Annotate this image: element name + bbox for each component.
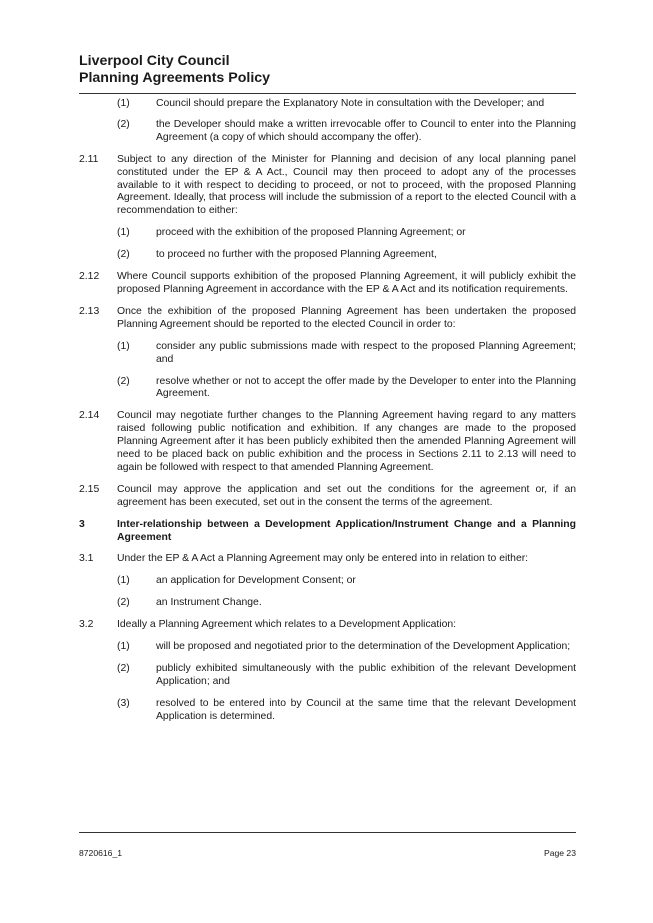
section-number: 3.2 bbox=[79, 619, 94, 631]
list-item-number: (3) bbox=[117, 697, 130, 709]
section-3-heading bbox=[79, 519, 576, 545]
section-3-1 bbox=[79, 553, 576, 566]
list-item-text: an Instrument Change. bbox=[156, 597, 262, 609]
list-item bbox=[117, 249, 576, 262]
list-item bbox=[117, 376, 576, 402]
list-item bbox=[117, 575, 576, 588]
section-number: 2.13 bbox=[79, 305, 100, 317]
section-2-15 bbox=[79, 484, 576, 510]
list-item bbox=[117, 341, 576, 367]
section-text: Subject to any direction of the Minister for Planning and decision of any local planning panel constituted under the EP & A Act., Council may then proceed to adopt any of the processes available to it with respect to deciding to proceed, or not to proceed, with the proposed Planning Agreement. Ideally, that process will include the submission of a report to the elected Council with a recommendation to either: bbox=[117, 153, 576, 217]
list-item-text: Council should prepare the Explanatory Note in consultation with the Developer; and bbox=[156, 98, 545, 109]
section-2-11 bbox=[79, 154, 576, 219]
document-body bbox=[79, 98, 576, 724]
list-item-number: (2) bbox=[117, 118, 130, 130]
section-heading-text: Inter-relationship between a Development Application/Instrument Change and a Planning Agreement bbox=[117, 518, 576, 543]
list-item bbox=[117, 698, 576, 724]
section-2-13 bbox=[79, 306, 576, 332]
header-rule bbox=[79, 93, 576, 94]
list-item-number: (1) bbox=[117, 575, 130, 587]
section-number: 2.11 bbox=[79, 153, 99, 165]
section-text: Once the exhibition of the proposed Planning Agreement has been undertaken the proposed Planning Agreement should be reported to the elected Council in order to: bbox=[117, 305, 576, 330]
footer-page-number: Page 23 bbox=[543, 848, 576, 858]
list-item bbox=[117, 597, 576, 610]
list-item-text: resolved to be entered into by Council at the same time that the relevant Development Application is determined. bbox=[156, 697, 576, 722]
section-2-12 bbox=[79, 271, 576, 297]
list-item-text: proceed with the exhibition of the proposed Planning Agreement; or bbox=[156, 227, 466, 239]
footer-rule bbox=[79, 832, 576, 833]
list-item-text: to proceed no further with the proposed Planning Agreement, bbox=[156, 249, 437, 261]
list-item-number: (2) bbox=[117, 375, 130, 387]
list-item-number: (1) bbox=[117, 641, 130, 653]
list-item bbox=[117, 98, 576, 111]
section-text: Under the EP & A Act a Planning Agreement may only be entered into in relation to either: bbox=[117, 553, 529, 565]
list-item-number: (2) bbox=[117, 249, 130, 261]
section-text: Council may approve the application and set out the conditions for the agreement or, if an agreement has been executed, set out in the consent the terms of the agreement. bbox=[117, 483, 576, 508]
list-item-text: resolve whether or not to accept the offer made by the Developer to enter into the Planning Agreement. bbox=[156, 375, 576, 400]
list-item-number: (1) bbox=[117, 340, 130, 352]
list-item-number: (2) bbox=[117, 597, 130, 609]
list-item bbox=[117, 227, 576, 240]
list-item-number: (1) bbox=[117, 227, 130, 239]
section-number: 2.14 bbox=[79, 410, 100, 422]
list-item-text: consider any public submissions made with respect to the proposed Planning Agreement; and bbox=[156, 340, 576, 365]
section-text: Ideally a Planning Agreement which relates to a Development Application: bbox=[117, 619, 457, 631]
section-number: 2.12 bbox=[79, 271, 100, 283]
header-organisation: Liverpool City Council bbox=[79, 53, 230, 69]
list-item bbox=[117, 663, 576, 689]
section-number: 3 bbox=[79, 518, 85, 530]
section-text: Where Council supports exhibition of the proposed Planning Agreement, it will publicly exhibit the proposed Planning Agreement in accordance with the EP & A Act and its notification requirements. bbox=[117, 271, 576, 295]
footer-document-id: 8720616_1 bbox=[79, 848, 123, 858]
list-item bbox=[117, 119, 576, 145]
section-2-14 bbox=[79, 410, 576, 475]
section-number: 2.15 bbox=[79, 483, 100, 495]
list-item-text: an application for Development Consent; or bbox=[156, 575, 356, 587]
list-item bbox=[117, 641, 576, 654]
list-item-text: the Developer should make a written irrevocable offer to Council to enter into the Planning Agreement (a copy of which should accompany the offer). bbox=[156, 118, 576, 143]
section-number: 3.1 bbox=[79, 553, 94, 565]
list-item-text: publicly exhibited simultaneously with the public exhibition of the relevant Development Application; and bbox=[156, 663, 576, 687]
list-item-text: will be proposed and negotiated prior to the determination of the Development Application; bbox=[156, 641, 571, 653]
page-header bbox=[79, 53, 270, 87]
header-document-title: Planning Agreements Policy bbox=[79, 70, 271, 86]
section-text: Council may negotiate further changes to the Planning Agreement having regard to any matters raised following public notification and exhibition. If any changes are made to the proposed Planning Agreement after it has been publicly exhibited then the amended Planning Agreement will need to be placed back on public exhibition and the process in Sections 2.11 to 2.13 will need to again be followed with respect to that amended Planning Agreement. bbox=[117, 410, 576, 473]
section-3-2 bbox=[79, 619, 576, 632]
list-item-number: (2) bbox=[117, 663, 130, 674]
list-item-number: (1) bbox=[117, 98, 130, 109]
